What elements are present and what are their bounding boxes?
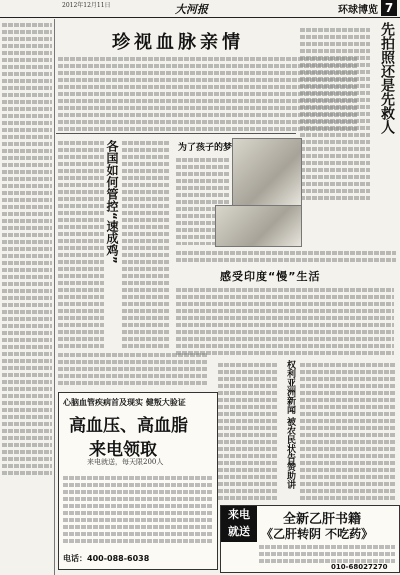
book-ad-subtitle: 《乙肝转阴 不吃药》 — [261, 527, 374, 541]
ad-body — [63, 473, 213, 543]
ad-cta: 来电领取 — [89, 440, 157, 460]
main-headline: 珍视血脉亲情 — [112, 32, 244, 53]
slow-life-body-top — [176, 248, 396, 268]
right-lower-body — [300, 360, 396, 500]
book-ad-phone: 010-68027270 — [331, 563, 388, 571]
main-story-rule — [56, 133, 296, 134]
health-ad — [58, 392, 218, 570]
book-ad-label-2: 就送 — [228, 525, 250, 538]
slow-life-headline: 感受印度“慢”生活 — [220, 270, 321, 283]
newspaper-logo: 大河报 — [175, 3, 208, 16]
book-ad — [220, 505, 400, 573]
control-article-body — [58, 138, 104, 348]
section-title: 环球博览 — [338, 5, 378, 16]
book-ad-label-1: 来电 — [228, 508, 250, 521]
middle-lower-body — [218, 360, 278, 500]
ad-headline: 高血压、高血脂 — [69, 416, 188, 436]
ad-phone: 电话：400-088-6038 — [63, 554, 150, 563]
control-headline: 各国如何管控“速成鸡” — [105, 140, 119, 264]
right-story-body — [300, 25, 370, 235]
issue-date: 2012年12月11日 — [62, 2, 111, 9]
control-article-body-2 — [122, 138, 170, 348]
slow-life-body — [176, 285, 394, 355]
side-headline: 先拍照还是先救人 — [379, 22, 395, 134]
book-ad-body — [259, 542, 395, 564]
masthead — [0, 0, 400, 18]
bottom-photo — [215, 205, 302, 247]
lower-left-body — [58, 350, 208, 390]
side-news-headline: 权利亚洲新闻 被农民状告赞助讲 — [285, 360, 295, 490]
book-ad-label — [221, 506, 257, 542]
ad-note: 来电就送，每天限200人 — [87, 458, 164, 466]
book-ad-title: 全新乙肝书籍 — [283, 512, 362, 527]
left-column-rule — [54, 19, 55, 575]
masthead-rule — [0, 17, 400, 18]
child-headline: 为了孩子的梦 — [178, 143, 233, 153]
page-number: 7 — [381, 0, 397, 16]
left-margin-column — [2, 20, 52, 540]
child-photo — [232, 138, 302, 206]
ad-subtitle: 心脑血管疾病首及现实 健叛大验证 — [63, 398, 186, 407]
